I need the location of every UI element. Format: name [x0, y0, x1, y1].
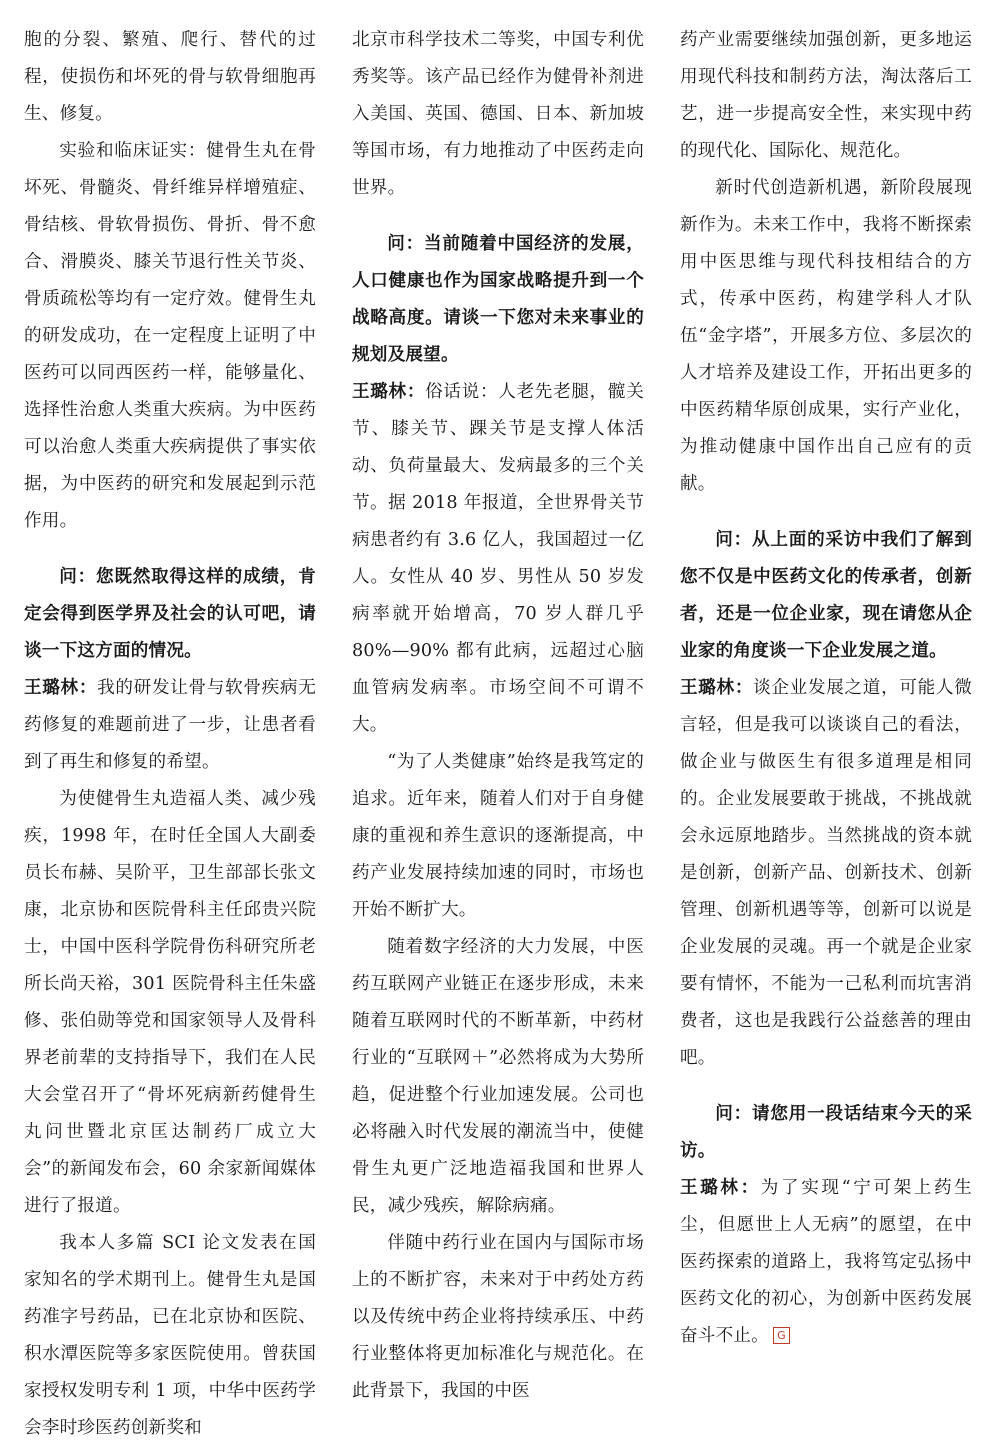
article-end-mark-icon: G — [773, 1327, 790, 1344]
article-column-1 — [24, 22, 316, 1438]
interview-answer — [680, 669, 972, 1077]
speaker-label: 王璐林： — [680, 1177, 761, 1198]
answer-text: 谈企业发展之道，可能人微言轻，但是我可以谈谈自己的看法，做企业与做医生有很多道理是相同的。企业发展要敢于挑战，不挑战就会永远原地踏步。当然挑战的资本就是创新，创新产品、创新技术、创新管理、创新机遇等等，创新可以说是企业发展的灵魂。再一个就是企业家要有情怀，不能为一己私利而坑害消费者，这也是我践行公益慈善的理由吧。 — [680, 678, 972, 1068]
interview-answer — [680, 1169, 972, 1355]
paragraph: 伴随中药行业在国内与国际市场上的不断扩容，未来对于中药处方药以及传统中药企业将持续承压、中药行业整体将更加标准化与规范化。在此背景下，我国的中医 — [352, 1233, 644, 1401]
article-column-3 — [680, 22, 972, 1346]
interview-answer — [352, 373, 644, 744]
interview-question: 问：您既然取得这样的成绩，肯定会得到医学界及社会的认可吧，请谈一下这方面的情况。 — [24, 566, 316, 661]
paragraph: 实验和临床证实：健骨生丸在骨坏死、骨髓炎、骨纤维异样增殖症、骨结核、骨软骨损伤、骨折、骨不愈合、滑膜炎、膝关节退行性关节炎、骨质疏松等均有一定疗效。健骨生丸的研发成功，在一定程度上证明了中医药可以同西医药一样，能够量化、选择性治愈人类重大疾病。为中医药可以治愈人类重大疾病提供了事实依据，为中医药的研究和发展起到示范作用。 — [24, 141, 316, 531]
paragraph: 药产业需要继续加强创新，更多地运用现代科技和制药方法，淘汰落后工艺，进一步提高安全性，来实现中药的现代化、国际化、规范化。 — [680, 30, 972, 161]
paragraph: 为使健骨生丸造福人类、减少残疾，1998 年，在时任全国人大副委员长布赫、吴阶平，卫生部部长张文康，北京协和医院骨科主任邱贵兴院士，中国中医科学院骨伤科研究所老所长尚天裕，301 医院骨科主任朱盛修、张伯勋等党和国家领导人及骨科界老前辈的支持指导下，我们在人民大会堂召开了“骨坏死病新药健骨生丸问世暨北京匡达制药厂成立大会”的新闻发布会，60 余家新闻媒体进行了报道。 — [24, 789, 316, 1216]
interview-question: 问：当前随着中国经济的发展，人口健康也作为国家战略提升到一个战略高度。请谈一下您对未来事业的规划及展望。 — [352, 233, 644, 365]
paragraph: 胞的分裂、繁殖、爬行、替代的过程，使损伤和坏死的骨与软骨细胞再生、修复。 — [24, 30, 316, 124]
speaker-label: 王璐林： — [680, 677, 754, 698]
answer-text: 俗话说：人老先老腿，髋关节、膝关节、踝关节是支撑人体活动、负荷量最大、发病最多的三个关节。据 2018 年报道，全世界骨关节病患者约有 3.6 亿人，我国超过一亿人。女性从 40 岁、男性从 50 岁发病率就开始增高，70 岁人群几乎 80%—90% 都有此病，远超过心脑血管病发病率。市场空间不可谓不大。 — [352, 382, 644, 735]
interview-question: 问：从上面的采访中我们了解到您不仅是中医药文化的传承者，创新者，还是一位企业家，现在请您从企业家的角度谈一下企业发展之道。 — [680, 529, 972, 661]
paragraph: 北京市科学技术二等奖，中国专利优秀奖等。该产品已经作为健骨补剂进入美国、英国、德国、日本、新加坡等国市场，有力地推动了中医药走向世界。 — [352, 30, 644, 198]
interview-question: 问：请您用一段话结束今天的采访。 — [680, 1103, 972, 1161]
article-columns — [24, 22, 976, 1438]
answer-text: 为了实现“宁可架上药生尘，但愿世上人无病”的愿望，在中医药探索的道路上，我将笃定弘扬中医药文化的初心，为创新中医药发展奋斗不止。 — [680, 1178, 972, 1346]
speaker-label: 王璐林： — [24, 677, 98, 698]
article-column-2 — [352, 22, 644, 1401]
speaker-label: 王璐林： — [352, 381, 426, 402]
paragraph: 随着数字经济的大力发展，中医药互联网产业链正在逐步形成，未来随着互联网时代的不断革新，中药材行业的“互联网＋”必然将成为大势所趋，促进整个行业加速发展。公司也必将融入时代发展的潮流当中，使健骨生丸更广泛地造福我国和世界人民，减少残疾，解除病痛。 — [352, 937, 644, 1216]
paragraph: “为了人类健康”始终是我笃定的追求。近年来，随着人们对于自身健康的重视和养生意识的逐渐提高，中药产业发展持续加速的同时，市场也开始不断扩大。 — [352, 752, 644, 920]
interview-answer — [24, 669, 316, 781]
answer-text: 我的研发让骨与软骨疾病无药修复的难题前进了一步，让患者看到了再生和修复的希望。 — [24, 678, 316, 772]
paragraph: 新时代创造新机遇，新阶段展现新作为。未来工作中，我将不断探索用中医思维与现代科技相结合的方式，传承中医药，构建学科人才队伍“金字塔”，开展多方位、多层次的人才培养及建设工作，开拓出更多的中医药精华原创成果，实行产业化，为推动健康中国作出自己应有的贡献。 — [680, 178, 972, 494]
paragraph: 我本人多篇 SCI 论文发表在国家知名的学术期刊上。健骨生丸是国药准字号药品，已在北京协和医院、积水潭医院等多家医院使用。曾获国家授权发明专利 1 项，中华中医药学会李时珍医药创新奖和 — [24, 1233, 316, 1438]
